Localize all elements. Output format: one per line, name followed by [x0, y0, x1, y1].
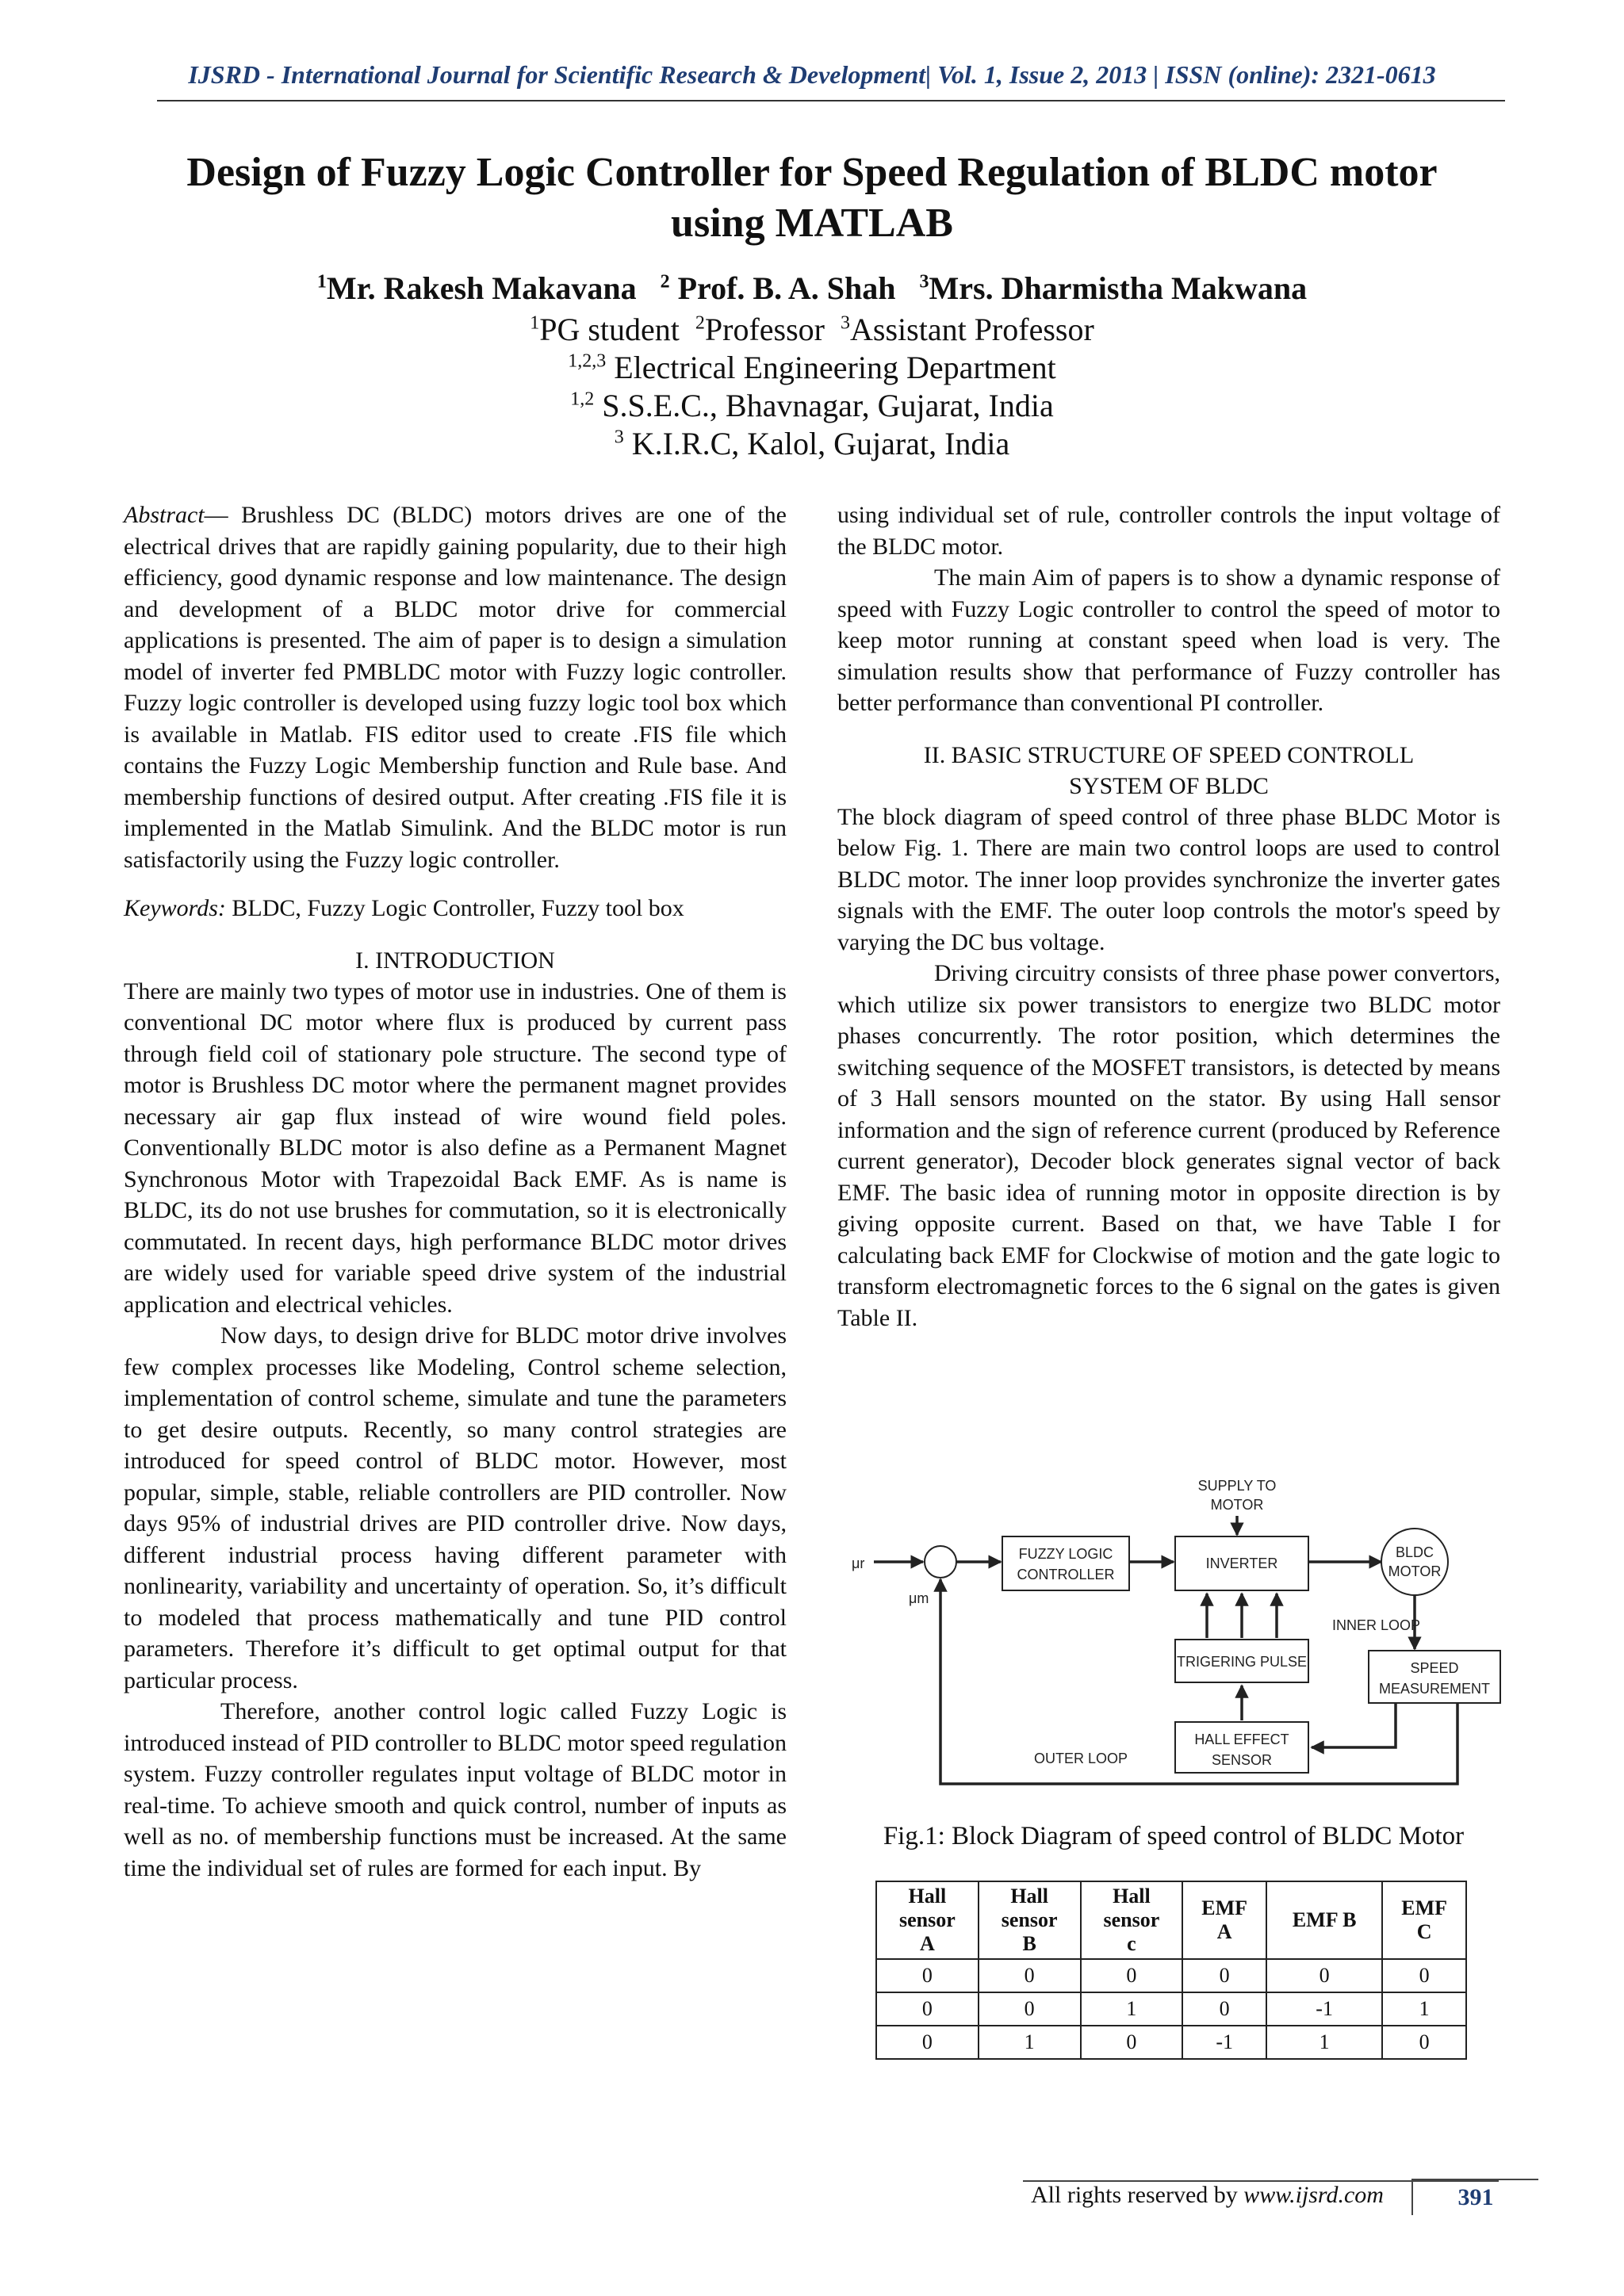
role-2: Professor [704, 312, 825, 347]
flc-label-2: CONTROLLER [1017, 1567, 1115, 1582]
header-hall-a: Hall sensor A [876, 1881, 979, 1959]
table-cell: 0 [1182, 1959, 1266, 1992]
summing-junction [925, 1546, 956, 1578]
role-3: Assistant Professor [850, 312, 1094, 347]
table-cell: 1 [1266, 2026, 1382, 2059]
author-roles [0, 311, 1624, 348]
header-emf-c: EMF C [1382, 1881, 1466, 1959]
outer-loop-label: OUTER LOOP [1034, 1751, 1128, 1766]
table-header-row [876, 1881, 1466, 1959]
inner-loop-label: INNER LOOP [1332, 1617, 1421, 1633]
speed-to-hall-arrow [1312, 1703, 1396, 1747]
table-cell: 0 [979, 1992, 1081, 2026]
section-1-paragraph-5: The main Aim of papers is to show a dynamic response of speed with Fuzzy Logic controller to control the speed of motor to keep motor running at constant speed when load is very. The simulation results show that performance of Fuzzy controller has better performance than conventional PI controller. [837, 564, 1500, 716]
table-row [876, 2026, 1466, 2059]
section-2-heading-line-2: SYSTEM OF BLDC [1069, 772, 1269, 799]
table-cell: 0 [1382, 2026, 1466, 2059]
table-cell: -1 [1266, 1992, 1382, 2026]
hall-label-2: SENSOR [1211, 1752, 1273, 1768]
section-2-paragraph-2: Driving circuitry consists of three phase power convertors, which utilize six power transistors to energize two BLDC motor phases concurrently. The rotor position, which determines the switching sequence of the MOSFET transistors, is detected by means of 3 Hall sensors mounted on the stator. By using Hall sensor information and the sign of reference current (produced by Reference current generator), Decoder block generates signal vector of back EMF. The basic idea of running motor in opposite direction is by giving opposite current. Based on that, we have Table I for calculating back EMF for Clockwise of motion and the gate logic to transform electromagnetic forces to the 6 signal on the gates is given Table II. [837, 960, 1500, 1331]
page-number: 391 [1411, 2179, 1538, 2215]
header-hall-c: Hall sensor c [1081, 1881, 1183, 1959]
table-cell: 0 [1081, 1959, 1183, 1992]
abstract-text: — Brushless DC (BLDC) motors drives are one of the electrical drives that are rapidly gaining popularity, due to their high efficiency, good dynamic response and low maintenance. The design and development of a BLDC motor drive for commercial applications is presented. The aim of paper is to design a simulation model of inverter fed PMBLDC motor with Fuzzy logic controller. Fuzzy logic controller is developed using fuzzy logic tool box which is available in Matlab. FIS editor used to create .FIS file which contains the Fuzzy Logic Membership function and Rule base. And membership functions of desired output. After creating .FIS file it is implemented in the Matlab Simulink. And the BLDC motor is run satisfactorily using the Fuzzy logic controller. [124, 502, 787, 873]
table-cell: 0 [1182, 1992, 1266, 2026]
section-2-heading [837, 740, 1500, 802]
table-row [876, 1992, 1466, 2026]
author-3-sup: 3 [919, 271, 929, 293]
header-hall-b: Hall sensor B [979, 1881, 1081, 1959]
section-1-paragraph-4: using individual set of rule, controller controls the input voltage of the BLDC motor. [837, 502, 1500, 560]
author-2-sup: 2 [660, 271, 670, 293]
supply-label-2: MOTOR [1210, 1497, 1264, 1513]
header-rule [157, 100, 1505, 101]
supply-label-1: SUPPLY TO [1197, 1478, 1277, 1494]
author-2: Prof. B. A. Shah [677, 270, 896, 306]
dept-sup: 1,2,3 [568, 350, 607, 372]
hall-label-1: HALL EFFECT [1194, 1732, 1289, 1747]
inst2-sup: 3 [614, 427, 624, 448]
table-cell: 0 [876, 1992, 979, 2026]
author-list [0, 270, 1624, 307]
section-2-paragraph-1: The block diagram of speed control of three phase BLDC Motor is below Fig. 1. There are main two control loops are used to control BLDC motor. The inner loop provides synchronize the inverter gates signals with the EMF. The outer loop controls the motor's speed by varying the DC bus voltage. [837, 803, 1500, 955]
right-column [837, 499, 1500, 1334]
affiliation-institute-2 [0, 425, 1624, 462]
block-diagram [841, 1475, 1507, 1792]
abstract-label: Abstract [124, 502, 205, 528]
inst1-sup: 1,2 [570, 388, 595, 410]
table-cell: 0 [1382, 1959, 1466, 1992]
keywords-text: BLDC, Fuzzy Logic Controller, Fuzzy tool box [225, 895, 684, 921]
inst2-name: K.I.R.C, Kalol, Gujarat, India [631, 426, 1010, 461]
role-1-sup: 1 [530, 312, 540, 334]
flc-label-1: FUZZY LOGIC [1018, 1546, 1113, 1562]
table-cell: 0 [1081, 2026, 1183, 2059]
reference-input-label: μr [852, 1556, 865, 1571]
table-cell: 0 [876, 1959, 979, 1992]
header-emf-b: EMF B [1266, 1881, 1382, 1959]
left-column [124, 499, 787, 1884]
table-cell: 0 [979, 1959, 1081, 1992]
trig-label: TRIGERING PULSE [1176, 1654, 1308, 1670]
paper-title [127, 147, 1497, 249]
section-1-heading: I. INTRODUCTION [355, 947, 555, 974]
footer-text: All rights reserved by [1031, 2182, 1244, 2208]
speed-label-2: MEASUREMENT [1378, 1681, 1491, 1697]
table-cell: 1 [1382, 1992, 1466, 2026]
motor-label-2: MOTOR [1388, 1563, 1442, 1579]
footer-copyright [1031, 2182, 1384, 2209]
table-cell: 0 [876, 2026, 979, 2059]
keywords [124, 893, 787, 924]
affiliation-department [0, 349, 1624, 386]
dept-name: Electrical Engineering Department [614, 350, 1056, 385]
table-row [876, 1959, 1466, 1992]
affiliation-institute-1 [0, 387, 1624, 424]
section-1-paragraph-1: There are mainly two types of motor use in industries. One of them is conventional DC motor where flux is produced by current pass through field coil of stationary pole structure. The second type of motor is Brushless DC motor where the permanent magnet provides necessary air gap flux instead of wire wound field poles. Conventionally BLDC motor is also define as a Permanent Magnet Synchronous Motor with Trapezoidal Back EMF. As is name is BLDC, its do not use brushes for commutation, so it is electronically commutated. In recent days, high performance BLDC motor drives are widely used for variable speed drive system of the industrial application and electrical vehicles. [124, 978, 787, 1318]
role-2-sup: 2 [695, 312, 705, 334]
bldc-motor-block [1381, 1529, 1448, 1595]
inverter-label: INVERTER [1205, 1556, 1278, 1571]
role-1: PG student [539, 312, 680, 347]
role-3-sup: 3 [841, 312, 850, 334]
table-cell: -1 [1182, 2026, 1266, 2059]
table-cell: 1 [979, 2026, 1081, 2059]
title-line-1: Design of Fuzzy Logic Controller for Speed Regulation of BLDC motor [186, 150, 1438, 195]
section-2-heading-line-1: II. BASIC STRUCTURE OF SPEED CONTROLL [923, 741, 1415, 768]
section-1-paragraph-3: Therefore, another control logic called Fuzzy Logic is introduced instead of PID controller to BLDC motor speed regulation system. Fuzzy controller regulates input voltage of BLDC motor in real-time. To achieve smooth and quick control, number of inputs as well as no. of membership functions must be increased. At the same time the individual set of rules are formed for each input. By [124, 1698, 787, 1881]
keywords-label: Keywords: [124, 895, 226, 921]
inst1-name: S.S.E.C., Bhavnagar, Gujarat, India [602, 388, 1054, 423]
author-3: Mrs. Dharmistha Makwana [929, 270, 1308, 306]
speed-label-1: SPEED [1410, 1660, 1459, 1676]
table-cell: 1 [1081, 1992, 1183, 2026]
journal-header: IJSRD - International Journal for Scientific Research & Development| Vol. 1, Issue 2, 2013 | ISSN (online): 2321-0613 [188, 60, 1436, 89]
hall-sensor-table [875, 1881, 1467, 2060]
abstract [124, 499, 787, 875]
motor-label-1: BLDC [1395, 1544, 1434, 1560]
figure-1-caption: Fig.1: Block Diagram of speed control of BLDC Motor [883, 1822, 1465, 1850]
table-cell: 0 [1266, 1959, 1382, 1992]
section-1-paragraph-2: Now days, to design drive for BLDC motor drive involves few complex processes like Modeling, Control scheme selection, implementation of control scheme, simulate and tune the parameters to get desire outputs. Recently, so many control strategies are introduced for speed control of BLDC motor. However, most popular, simple, stable, reliable controllers are PID controller. Now days 95% of industrial drives are PID controller drive. Now days, different industrial process having different parameter with nonlinearity, variability and uncertainty of operation. So, it’s difficult to modeled that process mathematically and tune PID control parameters. Therefore it’s difficult to get optimal output for that particular process. [124, 1322, 787, 1693]
author-1: Mr. Rakesh Makavana [326, 270, 637, 306]
footer-site-link[interactable]: www.ijsrd.com [1243, 2182, 1384, 2208]
author-1-sup: 1 [316, 271, 327, 293]
header-emf-a: EMF A [1182, 1881, 1266, 1959]
title-line-2: using MATLAB [671, 201, 953, 246]
measured-input-label: μm [909, 1590, 929, 1606]
